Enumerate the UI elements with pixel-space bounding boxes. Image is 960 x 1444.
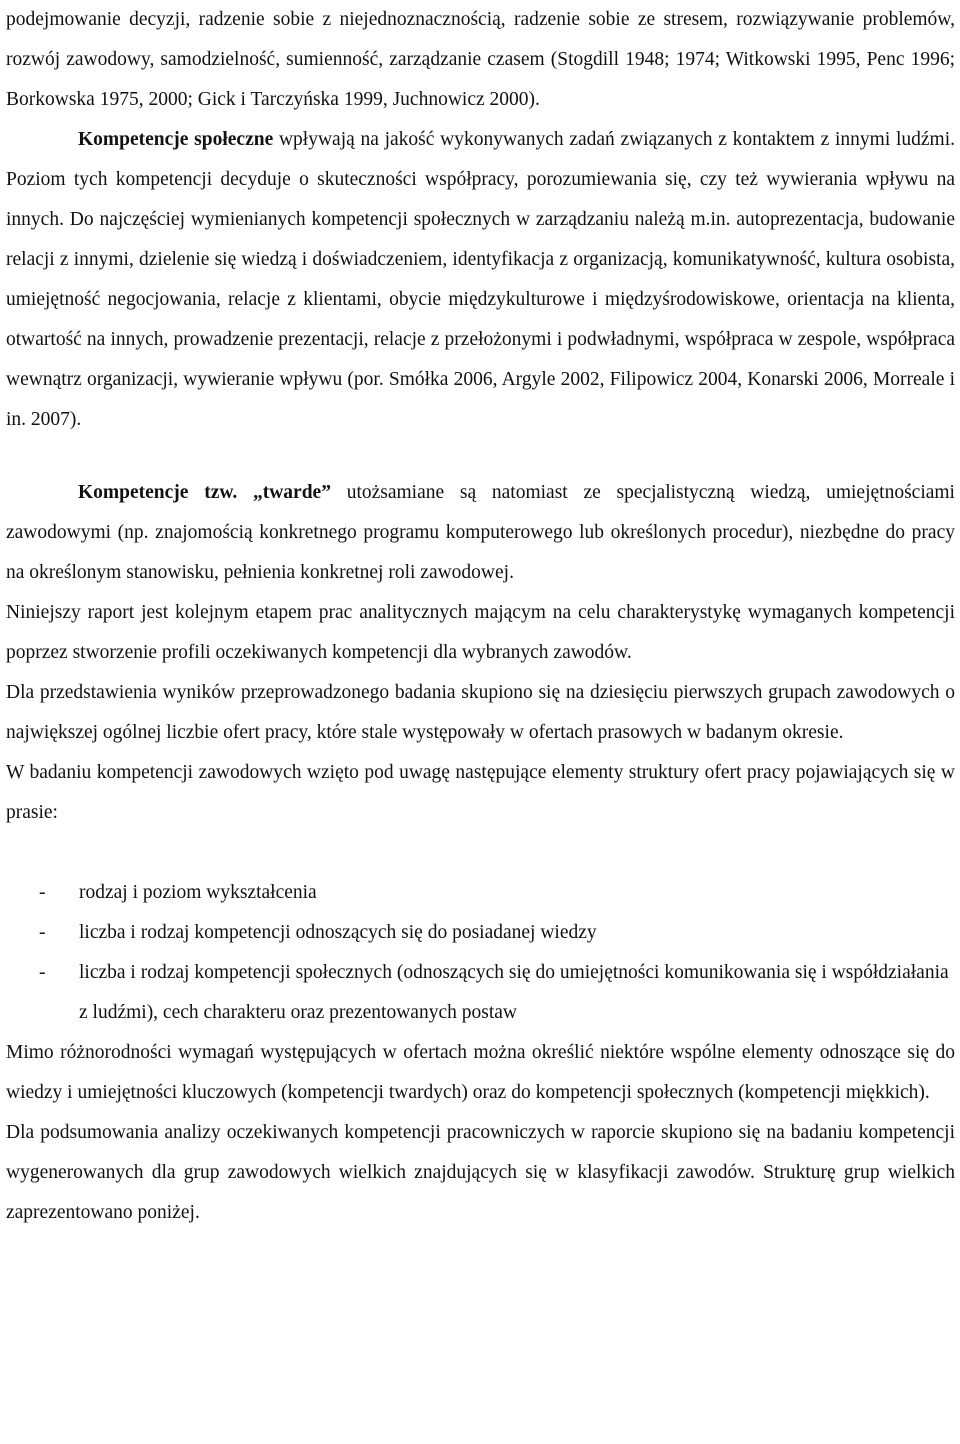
list-item: - liczba i rodzaj kompetencji społecznych (odnoszących się do umiejętności komunikowania się i współdziałania z ludźmi), cech charakteru oraz prezentowanych postaw: [6, 953, 955, 1033]
paragraph-social-competences: Kompetencje społeczne wpływają na jakość wykonywanych zadań związanych z kontaktem z innymi ludźmi. Poziom tych kompetencji decyduje o skuteczności współpracy, porozumiewania się, czy też wywierania wpływu na innych. Do najczęściej wymienianych kompetencji społecznych w zarządzaniu należą m.in. autoprezentacja, budowanie relacji z innymi, dzielenie się wiedzą i doświadczeniem, identyfikacja z organizacją, komunikatywność, kultura osobista, umiejętność negocjowania, relacje z klientami, obycie międzykulturowe i międzyśrodowiskowe, orientacja na klienta, otwartość na innych, prowadzenie prezentacji, relacje z przełożonymi i podwładnymi, współpraca w zespole, współpraca wewnątrz organizacji, wywieranie wpływu (por. Smółka 2006, Argyle 2002, Filipowicz 2004, Konarski 2006, Morreale i in. 2007).: [6, 129, 956, 430]
list-item: - rodzaj i poziom wykształcenia: [6, 873, 955, 913]
blank-line: [6, 833, 955, 873]
paragraph-hard-competences: Kompetencje tzw. „twarde” utożsamiane są natomiast ze specjalistyczną wiedzą, umiejętnościami zawodowymi (np. znajomością konkretnego programu komputerowego lub określonych procedur), niezbędne do pracy na określonym stanowisku, pełnienia konkretnej roli zawodowej.: [6, 482, 955, 583]
bold-term-social-competences: Kompetencje społeczne: [78, 129, 274, 150]
paragraph-study-scope: Dla przedstawienia wyników przeprowadzonego badania skupiono się na dziesięciu pierwszych grupach zawodowych o największej ogólnej liczbie ofert pracy, które stale występowały w ofertach prasowych w badanym okresie.: [6, 682, 955, 743]
paragraph-report-purpose: Niniejszy raport jest kolejnym etapem prac analitycznych mającym na celu charakterystykę wymaganych kompetencji poprzez stworzenie profili oczekiwanych kompetencji dla wybranych zawodów.: [6, 602, 955, 663]
paragraph-summary: Dla podsumowania analizy oczekiwanych kompetencji pracowniczych w raporcie skupiono się na badaniu kompetencji wygenerowanych dla grup zawodowych wielkich znajdujących się w klasyfikacji zawodów. Strukturę grup wielkich zaprezentowano poniżej.: [6, 1122, 955, 1223]
list-dash-marker: -: [39, 882, 46, 903]
paragraph-study-elements: W badaniu kompetencji zawodowych wzięto pod uwagę następujące elementy struktury ofert pracy pojawiających się w prasie:: [6, 762, 955, 823]
list-item: - liczba i rodzaj kompetencji odnoszących się do posiadanej wiedzy: [6, 913, 955, 953]
list-dash-marker: -: [39, 922, 46, 943]
list-dash-marker: -: [39, 962, 46, 983]
paragraph-common-elements: Mimo różnorodności wymagań występujących w ofertach można określić niektóre wspólne elementy odnoszące się do wiedzy i umiejętności kluczowych (kompetencji twardych) oraz do kompetencji społecznych (kompetencji miękkich).: [6, 1042, 955, 1103]
bold-term-hard-competences: Kompetencje tzw. „twarde”: [78, 482, 331, 503]
paragraph-competence-list-continued: podejmowanie decyzji, radzenie sobie z niejednoznacznością, radzenie sobie ze stresem, rozwiązywanie problemów, rozwój zawodowy, samodzielność, sumienność, zarządzanie czasem (Stogdill 1948; 1974; Witkowski 1995, Penc 1996; Borkowska 1975, 2000; Gick i Tarczyńska 1999, Juchnowicz 2000).: [6, 9, 955, 110]
elements-list: [6, 873, 955, 1033]
